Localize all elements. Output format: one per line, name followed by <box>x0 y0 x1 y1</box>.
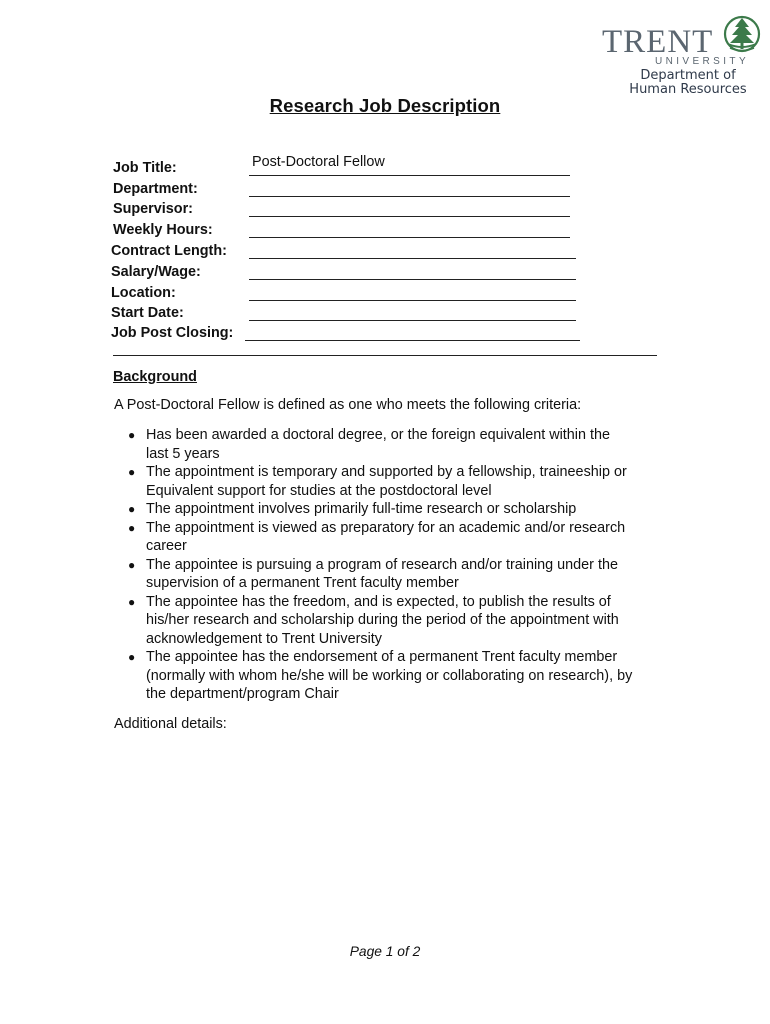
list-line: Has been awarded a doctoral degree, or the foreign equivalent within the <box>146 427 610 443</box>
field-label: Supervisor: <box>113 201 193 217</box>
field-location <box>111 283 591 303</box>
field-label: Department: <box>113 181 198 197</box>
list-item <box>128 593 668 649</box>
field-label: Start Date: <box>111 305 184 321</box>
field-job-post-closing <box>111 323 591 343</box>
bullet-icon: ● <box>128 465 136 479</box>
list-line: supervision of a permanent Trent faculty member <box>146 575 459 591</box>
field-underline <box>249 320 576 321</box>
list-line: The appointment involves primarily full-time research or scholarship <box>146 501 577 517</box>
pine-tree-icon <box>723 14 761 54</box>
section-divider <box>113 355 657 356</box>
field-job-title <box>111 154 591 178</box>
field-department <box>111 179 591 199</box>
list-line: acknowledgement to Trent University <box>146 630 382 647</box>
list-item <box>128 426 668 463</box>
field-weekly-hours <box>111 220 591 240</box>
field-label: Job Title: <box>113 160 177 176</box>
field-underline <box>249 196 570 197</box>
page-number: Page 1 of 2 <box>349 944 421 959</box>
list-line: The appointee has the freedom, and is expected, to publish the results of <box>146 593 611 610</box>
list-line: last 5 years <box>146 445 220 462</box>
logo-university: UNIVERSITY <box>655 56 750 67</box>
list-line: The appointment is viewed as preparatory for an academic and/or research <box>146 519 626 536</box>
field-underline <box>249 258 576 259</box>
bullet-icon: ● <box>128 428 136 442</box>
list-item <box>128 519 668 556</box>
list-item <box>128 463 668 500</box>
list-line: Equivalent support for studies at the postdoctoral level <box>146 482 492 499</box>
field-label: Location: <box>111 285 176 301</box>
field-label: Salary/Wage: <box>111 264 201 280</box>
list-line: The appointee has the endorsement of a permanent Trent faculty member <box>146 649 618 665</box>
field-underline <box>245 340 580 341</box>
field-label: Contract Length: <box>111 243 227 259</box>
background-intro: A Post-Doctoral Fellow is defined as one who meets the following criteria: <box>114 397 582 413</box>
dept-line-1: Department of <box>640 68 736 83</box>
bullet-icon: ● <box>128 594 136 609</box>
trent-logo <box>598 12 764 100</box>
bullet-icon: ● <box>128 557 136 572</box>
field-supervisor <box>111 199 591 219</box>
field-start-date <box>111 303 591 323</box>
field-underline <box>249 300 576 301</box>
field-underline <box>249 216 570 217</box>
bullet-icon: ● <box>128 502 136 516</box>
list-line: The appointee is pursuing a program of research and/or training under the <box>146 556 618 573</box>
list-line: The appointment is temporary and supported by a fellowship, traineeship or <box>146 464 627 480</box>
logo-wordmark: TRENT <box>602 24 714 60</box>
dept-line-2: Human Resources <box>629 82 747 97</box>
list-line: the department/program Chair <box>146 686 339 702</box>
criteria-list <box>128 426 668 704</box>
additional-details-label: Additional details: <box>114 716 227 732</box>
field-value[interactable]: Post-Doctoral Fellow <box>252 154 385 170</box>
field-contract-length <box>111 241 591 261</box>
field-label: Job Post Closing: <box>111 325 234 341</box>
list-line: career <box>146 538 187 554</box>
list-line: (normally with whom he/she will be working or collaborating on research), by <box>146 667 633 684</box>
list-item <box>128 556 668 593</box>
bullet-icon: ● <box>128 520 136 535</box>
field-underline <box>249 237 570 238</box>
field-salary-wage <box>111 262 591 282</box>
bullet-icon: ● <box>128 650 136 664</box>
list-line: his/her research and scholarship during the period of the appointment with <box>146 612 619 628</box>
hr-department-label <box>618 69 758 97</box>
list-item <box>128 500 668 519</box>
list-item <box>128 648 668 704</box>
background-heading: Background <box>113 369 197 385</box>
page-title: Research Job Description <box>269 95 501 116</box>
field-underline <box>249 279 576 280</box>
field-underline <box>249 175 570 176</box>
field-label: Weekly Hours: <box>113 222 213 238</box>
